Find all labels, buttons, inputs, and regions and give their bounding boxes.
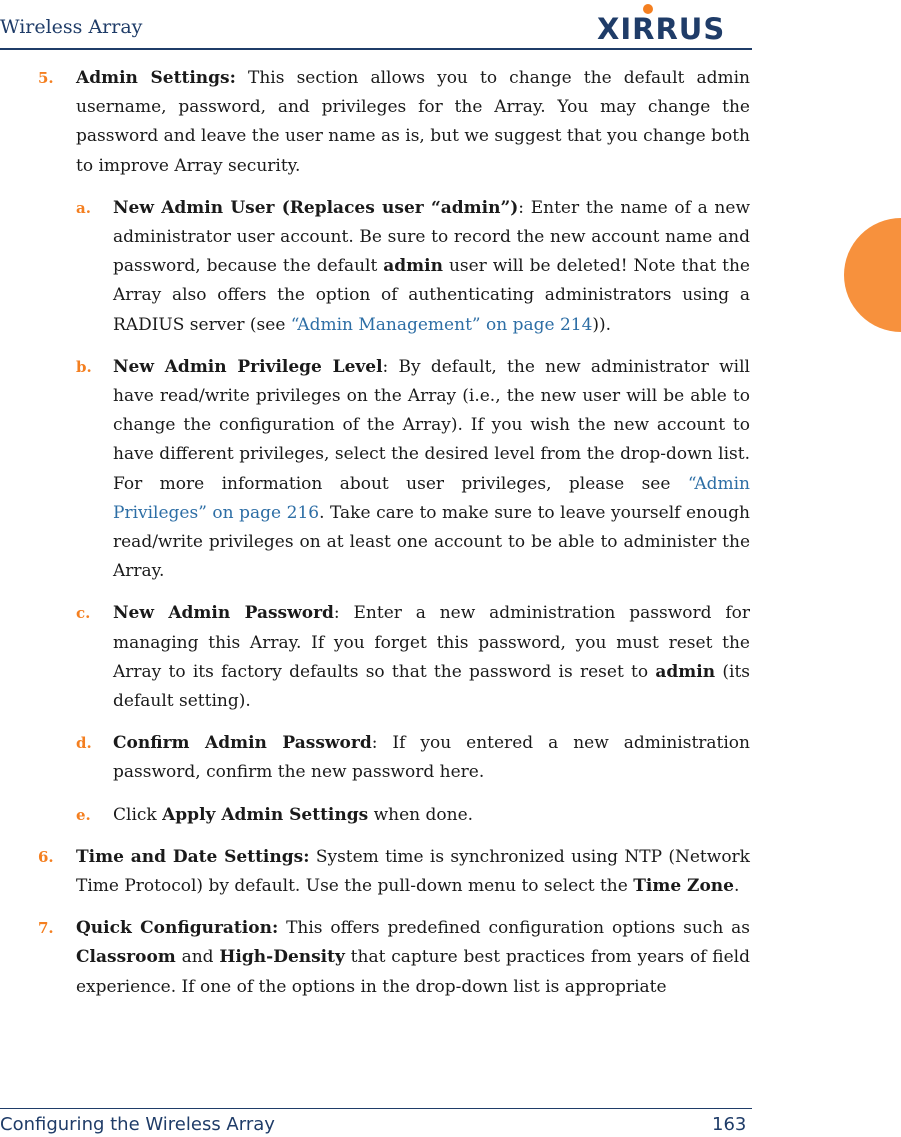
item-text: : Enter a new administration password for managing this Array. If you forget this password, you must reset the Array to its factory defaults so that the password is reset to xyxy=(113,603,750,682)
item-term: Confirm Admin Password xyxy=(113,733,372,754)
item-text: )). xyxy=(592,314,612,335)
item-text: Click xyxy=(113,804,163,825)
sub-item-a xyxy=(76,194,750,340)
header-divider xyxy=(0,48,752,50)
logo-text: XIRRUS xyxy=(597,12,726,46)
inline-bold: High-Density xyxy=(219,947,345,968)
list-item-5 xyxy=(38,64,750,181)
sub-item-c xyxy=(76,599,750,716)
item-term: New Admin Privilege Level xyxy=(113,356,383,377)
item-term: Time and Date Settings: xyxy=(76,846,310,867)
item-text: user will be deleted! Note that the Array also offers the option of authenticating administrators using a RADIUS server (see xyxy=(113,256,750,335)
item-text: : If you entered a new administration password, confirm the new password here. xyxy=(113,733,750,783)
item-number: d. xyxy=(76,734,92,753)
item-term: New Admin Password xyxy=(113,603,334,624)
list-item-7 xyxy=(38,914,751,1002)
item-number: e. xyxy=(76,805,91,824)
page-number: 163 xyxy=(712,1114,747,1135)
cross-reference-link[interactable]: “Admin Privileges” on page 216 xyxy=(113,473,750,523)
running-header-title: Wireless Array xyxy=(0,16,143,38)
item-text: This offers predefined configuration options such as xyxy=(278,918,750,939)
item-text: System time is synchronized using NTP (Network Time Protocol) by default. Use the pull-down menu to select the xyxy=(76,846,750,897)
body-content xyxy=(38,64,751,1015)
sub-item-b xyxy=(76,353,750,587)
inline-bold: admin xyxy=(383,256,443,277)
sub-item-d xyxy=(76,729,750,787)
item-term: Admin Settings: xyxy=(76,68,236,88)
inline-bold: Classroom xyxy=(76,947,176,968)
sub-item-e xyxy=(76,801,750,830)
item-number: 6. xyxy=(38,847,54,866)
item-term: Apply Admin Settings xyxy=(162,804,369,825)
item-number: 7. xyxy=(38,919,54,938)
item-text: . xyxy=(733,876,740,897)
item-text: that capture best practices from years of field experience. If one of the options in the drop-down list is appropriate xyxy=(76,947,751,997)
item-text: : Enter the name of a new administrator user account. Be sure to record the new account name and password, because the default xyxy=(113,197,750,277)
item-number: b. xyxy=(76,357,92,376)
chapter-tab-marker xyxy=(844,218,901,332)
item-number: c. xyxy=(76,604,91,623)
item-text: This section allows you to change the default admin username, password, and privileges for the Array. You may change the password and leave the user name as is, but we suggest that you change both to improve Array security. xyxy=(76,68,750,176)
footer-divider xyxy=(0,1108,752,1109)
item-text: : By default, the new administrator will have read/write privileges on the Array (i.e., the new user will be able to change the configuration of the Array). If you wish the new account to have different privileges, select the desired level from the drop-down list. For more information about user privileges, please see xyxy=(113,356,750,494)
footer-section-title: Configuring the Wireless Array xyxy=(0,1114,275,1135)
item-number: 5. xyxy=(38,69,54,87)
inline-bold: admin xyxy=(655,661,716,682)
item-term: Quick Configuration: xyxy=(76,918,279,939)
item-number: a. xyxy=(76,198,91,217)
item-term: New Admin User (Replaces user “admin”) xyxy=(113,197,519,218)
item-text: and xyxy=(175,947,220,968)
item-text: . Take care to make sure to leave yourself enough read/write privileges on at least one account to be able to administer the Array. xyxy=(113,502,750,582)
cross-reference-link[interactable]: “Admin Management” on page 214 xyxy=(290,314,593,335)
inline-bold: Time Zone xyxy=(633,876,734,897)
item-text: when done. xyxy=(368,804,474,825)
item-text: (its default setting). xyxy=(113,661,750,712)
xirrus-logo xyxy=(597,4,747,44)
list-item-6 xyxy=(38,843,750,901)
